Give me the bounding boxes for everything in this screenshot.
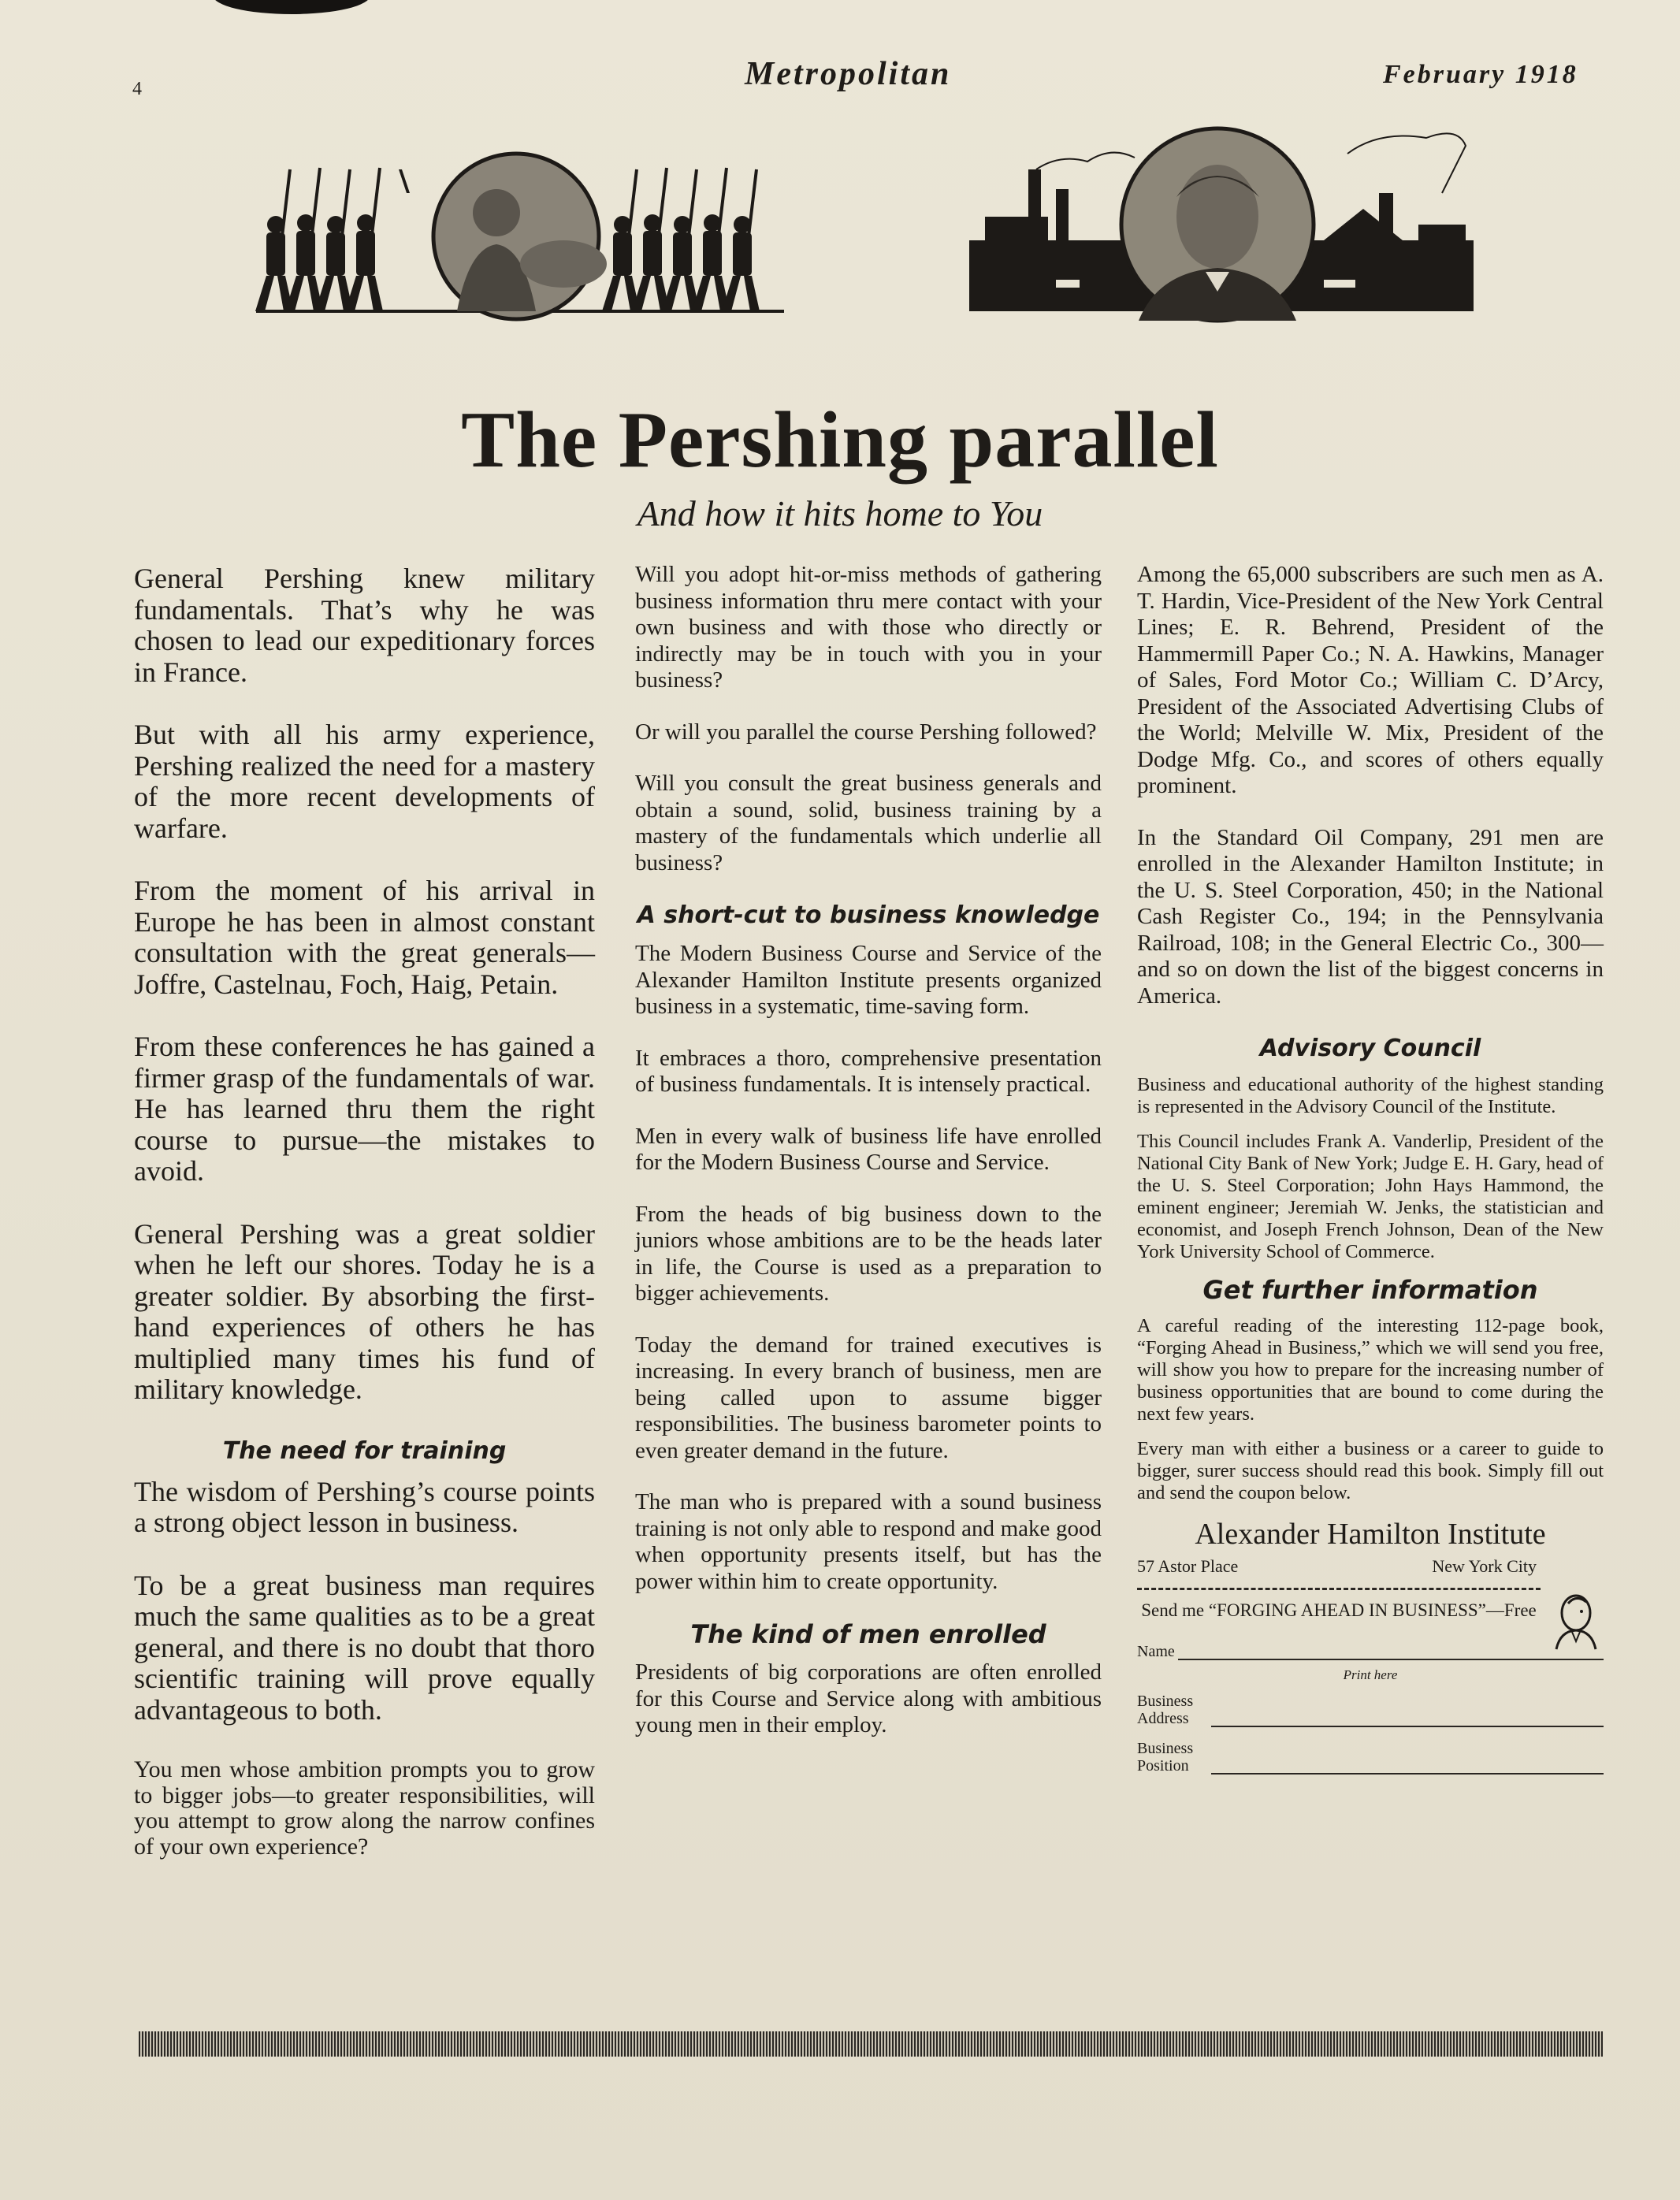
paragraph: It embraces a thoro, comprehensive presentation of business fundamentals. It is intensely practical. (635, 1045, 1102, 1097)
section-heading: The need for training (222, 1436, 507, 1465)
city: New York City (1432, 1556, 1537, 1576)
coupon (1137, 1517, 1604, 1774)
institute-address (1137, 1553, 1604, 1580)
business-position-field[interactable] (1137, 1740, 1604, 1774)
print-here-note: Print here (1343, 1667, 1398, 1682)
paragraph: From these conferences he has gained a firmer grasp of the fundamentals of war. He has learned thru them the right course to pursue—the mistakes to avoid. (134, 1031, 595, 1187)
paragraph: General Pershing knew military fundamentals. That’s why he was chosen to lead our expeditionary forces in France. (134, 563, 595, 688)
business-address-label: Business Address (1137, 1693, 1194, 1727)
column-2 (635, 562, 1102, 1764)
column-1 (134, 563, 595, 1891)
paragraph: The man who is prepared with a sound business training is not only able to respond and make good when opportunity presents itself, but has the power within him to create opportunity. (635, 1489, 1102, 1594)
coupon-request: Send me “FORGING AHEAD IN BUSINESS”—Free (1141, 1600, 1537, 1620)
soldiers-portrait-illustration (252, 146, 788, 323)
issue-date: February 1918 (1383, 60, 1578, 89)
section-heading: A short-cut to business knowledge (637, 901, 1100, 929)
name-input-line[interactable] (1178, 1658, 1604, 1660)
column-3 (1137, 562, 1604, 1774)
name-label: Name (1137, 1642, 1175, 1660)
name-field[interactable] (1137, 1643, 1604, 1660)
section-heading: Advisory Council (1259, 1035, 1481, 1062)
paragraph: This Council includes Frank A. Vanderlip, President of the National City Bank of New York; Judge E. H. Gary, head of the U. S. Steel Corporation; John Hays Hammond, the eminent engineer; Jeremiah W. Jenks, the statistician and economist, and Joseph French Johnson, Dean of the New York University School of Commerce. (1137, 1131, 1604, 1262)
paragraph: Every man with either a business or a career to guide to bigger, surer success should read this book. Simply fill out and send the coupon below. (1137, 1438, 1604, 1503)
paragraph: Today the demand for trained executives is increasing. In every branch of business, men are being called upon to assume bigger responsibilities. The business barometer points to even greater demand in the future. (635, 1332, 1102, 1463)
business-address-field[interactable] (1137, 1693, 1604, 1727)
ink-smudge (213, 0, 370, 14)
street: 57 Astor Place (1137, 1556, 1239, 1576)
magazine-title: Metropolitan (745, 56, 952, 92)
paragraph: Among the 65,000 subscribers are such men as A. T. Hardin, Vice-President of the New York Central Lines; E. R. Behrend, President of the Hammermill Paper Co.; N. A. Hawkins, Manager of Sales, Ford Motor Co.; William C. D’Arcy, President of the Associated Advertising Clubs of the World; Melville W. Mix, President of the Dodge Mfg. Co., and scores of others equally prominent. (1137, 562, 1604, 798)
paragraph: Presidents of big corporations are often enrolled for this Course and Service along with ambitious young men in their employ. (635, 1659, 1102, 1737)
institute-name: Alexander Hamilton Institute (1195, 1518, 1546, 1551)
headline: The Pershing parallel (461, 396, 1219, 485)
hamilton-bust-icon (1548, 1588, 1604, 1651)
paragraph: From the heads of big business down to the juniors whose ambitions are to be the heads later in life, the Course is used as a preparation to bigger achievements. (635, 1201, 1102, 1306)
paragraph: In the Standard Oil Company, 291 men are enrolled in the Alexander Hamilton Institute; in the U. S. Steel Corporation, 450; in the National Cash Register Co., 194; in the Pennsylvania Railroad, 108; in the General Electric Co., 300—and so on down the list of the biggest concerns in America. (1137, 824, 1604, 1009)
factory-portrait-illustration (953, 122, 1481, 327)
paragraph: But with all his army experience, Pershing realized the need for a mastery of the more recent developments of warfare. (134, 719, 595, 844)
coupon-cut-line (1137, 1588, 1541, 1590)
position-input-line[interactable] (1211, 1772, 1604, 1774)
paragraph: From the moment of his arrival in Europe he has been in almost constant consultation with the great generals—Joffre, Castelnau, Foch, Haig, Petain. (134, 875, 595, 1000)
subheadline: And how it hits home to You (637, 493, 1043, 533)
decorative-footer-stripe (139, 2031, 1603, 2057)
paragraph: A careful reading of the interesting 112-page book, “Forging Ahead in Business,” which we will send you free, will show you how to prepare for the increasing number of business opportunities that are bound to come during the next few years. (1137, 1315, 1604, 1425)
paragraph: Men in every walk of business life have enrolled for the Modern Business Course and Service. (635, 1123, 1102, 1175)
section-heading: The kind of men enrolled (690, 1619, 1046, 1649)
address-input-line[interactable] (1211, 1725, 1604, 1727)
paragraph: The wisdom of Pershing’s course points a strong object lesson in business. (134, 1475, 595, 1538)
paragraph: Will you consult the great business generals and obtain a sound, solid, business training by a mastery of the fundamentals which underlie all business? (635, 771, 1102, 875)
marching-soldiers-left (255, 168, 410, 311)
page-number: 4 (132, 79, 142, 99)
section-heading: Get further information (1202, 1275, 1538, 1305)
business-position-label: Business Position (1137, 1740, 1194, 1774)
marching-soldiers-right (602, 168, 760, 311)
paragraph: You men whose ambition prompts you to grow to bigger jobs—to greater responsibilities, will you attempt to grow along the narrow confines of your own experience? (134, 1756, 595, 1860)
paragraph: Will you adopt hit-or-miss methods of gathering business information thru mere contact with your own business and with those who directly or indirectly may be in touch with you in your business? (635, 562, 1102, 693)
paragraph: Business and educational authority of the highest standing is represented in the Advisory Council of the Institute. (1137, 1074, 1604, 1117)
paragraph: Or will you parallel the course Pershing followed? (635, 719, 1097, 745)
paragraph: The Modern Business Course and Service of the Alexander Hamilton Institute presents organized business in a systematic, time-saving form. (635, 941, 1102, 1019)
paragraph: General Pershing was a great soldier when he left our shores. Today he is a greater soldier. By absorbing the first-hand experiences of others he has multiplied many times his fund of military knowledge. (134, 1217, 595, 1405)
paragraph: To be a great business man requires much the same qualities as to be a great general, and there is no doubt that thoro scientific training will prove equally advantageous to both. (134, 1569, 595, 1726)
